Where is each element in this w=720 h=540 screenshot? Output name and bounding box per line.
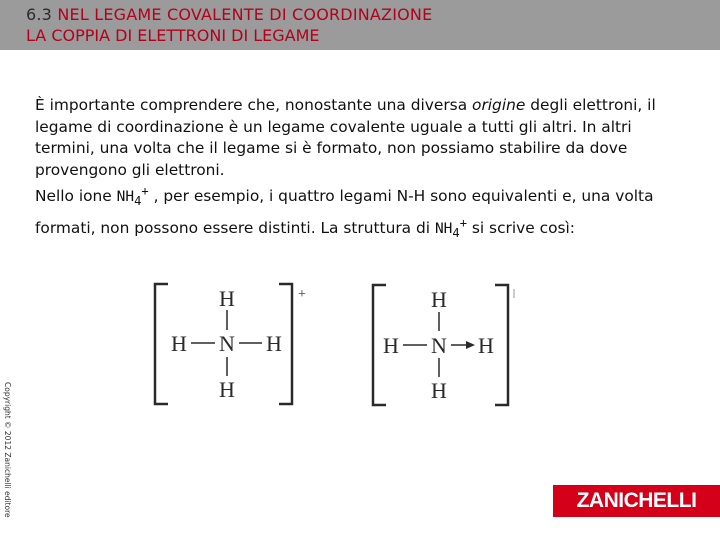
p1-text-a: È importante comprendere che, nonostante una diversa bbox=[35, 96, 473, 114]
p2-text-b: , per esempio, i quattro legami N-H sono equivalenti e, una volta formati, non possono essere distinti. La struttura di bbox=[35, 187, 654, 237]
formula-sub: 4 bbox=[134, 194, 142, 209]
p1-text-b: degli elettroni, il legame di coordinazione è un legame covalente uguale a tutti gli altri. In altri termini, una volta che il legame si è formato, non possiamo stabilire da dove provengono gli elettroni. bbox=[35, 96, 656, 179]
formula-sub-2: 4 bbox=[452, 225, 460, 240]
formula-sup-2: + bbox=[459, 215, 467, 230]
left-atom-bottom: H bbox=[219, 377, 235, 402]
right-atom-center: N bbox=[431, 333, 447, 358]
left-atom-center: N bbox=[219, 331, 235, 356]
right-atom-top: H bbox=[431, 287, 447, 312]
left-atom-left: H bbox=[171, 331, 187, 356]
right-structure bbox=[373, 285, 514, 405]
left-atom-top: H bbox=[219, 286, 235, 311]
coordinate-bond-arrowhead bbox=[466, 341, 475, 349]
right-atom-right: H bbox=[478, 333, 494, 358]
left-structure bbox=[155, 284, 306, 404]
left-bracket-open bbox=[155, 284, 168, 404]
zanichelli-logo: ZANICHELLI bbox=[553, 485, 720, 517]
formula-sup: + bbox=[141, 184, 149, 199]
left-charge: + bbox=[298, 287, 306, 302]
p1-italic: origine bbox=[472, 96, 526, 114]
formula-nh-2: NH bbox=[434, 220, 453, 237]
p2-text-a: Nello ione bbox=[35, 187, 117, 206]
section-number: 6.3 bbox=[26, 5, 53, 24]
p2-text-c: si scrive così: bbox=[466, 218, 575, 237]
formula-nh: NH bbox=[116, 189, 135, 206]
copyright-notice: Copyright © 2012 Zanichelli editore bbox=[3, 382, 12, 518]
left-atom-right: H bbox=[266, 331, 282, 356]
right-atom-left: H bbox=[383, 333, 399, 358]
right-bracket-close bbox=[495, 285, 508, 405]
slide-title-line2: LA COPPIA DI ELETTRONI DI LEGAME bbox=[26, 26, 320, 45]
right-atom-bottom: H bbox=[431, 378, 447, 403]
slide-title-part1: NEL LEGAME COVALENTE DI COORDINAZIONE bbox=[57, 5, 433, 24]
